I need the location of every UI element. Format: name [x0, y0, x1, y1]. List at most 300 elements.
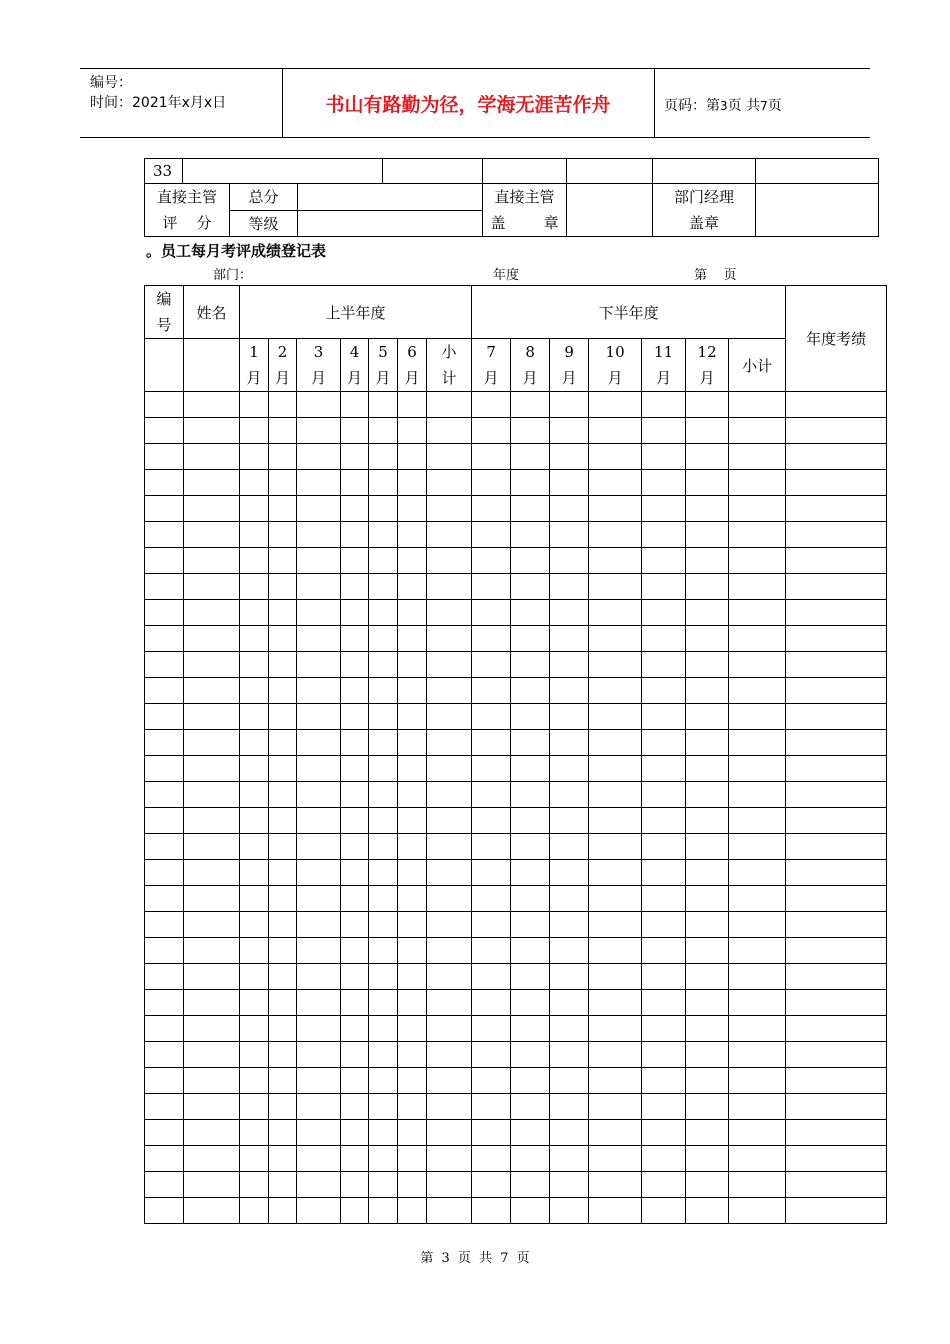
table-cell[interactable]: [550, 860, 589, 886]
table-cell[interactable]: [729, 990, 786, 1016]
table-cell[interactable]: [269, 418, 297, 444]
table-cell[interactable]: [686, 912, 729, 938]
table-cell[interactable]: [369, 860, 398, 886]
table-cell[interactable]: [511, 938, 550, 964]
table-cell[interactable]: [472, 756, 511, 782]
table-cell[interactable]: [729, 600, 786, 626]
table-cell[interactable]: [550, 912, 589, 938]
table-cell[interactable]: [398, 548, 427, 574]
table-cell[interactable]: [184, 886, 240, 912]
table-cell[interactable]: [240, 392, 269, 418]
table-cell[interactable]: [297, 912, 341, 938]
table-cell[interactable]: [184, 1068, 240, 1094]
table-cell[interactable]: [511, 470, 550, 496]
table-cell[interactable]: [341, 548, 369, 574]
table-cell[interactable]: [550, 1042, 589, 1068]
table-cell[interactable]: [398, 1042, 427, 1068]
table-cell[interactable]: [184, 652, 240, 678]
table-cell[interactable]: [184, 1016, 240, 1042]
table-cell[interactable]: [398, 834, 427, 860]
table-cell[interactable]: [427, 1172, 472, 1198]
table-cell[interactable]: [686, 886, 729, 912]
table-cell[interactable]: [369, 730, 398, 756]
table-cell[interactable]: [369, 522, 398, 548]
total-score-value[interactable]: [298, 184, 483, 211]
table-cell[interactable]: [472, 1016, 511, 1042]
table-cell[interactable]: [786, 652, 887, 678]
table-cell[interactable]: [240, 1146, 269, 1172]
table-cell[interactable]: [240, 886, 269, 912]
table-cell[interactable]: [341, 600, 369, 626]
table-cell[interactable]: [511, 1198, 550, 1224]
table-cell[interactable]: [550, 522, 589, 548]
table-cell[interactable]: [269, 1120, 297, 1146]
table-cell[interactable]: [472, 626, 511, 652]
table-cell[interactable]: [341, 860, 369, 886]
table-cell[interactable]: [589, 860, 642, 886]
table-cell[interactable]: [341, 1146, 369, 1172]
table-cell[interactable]: [369, 548, 398, 574]
table-cell[interactable]: [472, 522, 511, 548]
table-cell[interactable]: [550, 652, 589, 678]
table-cell[interactable]: [427, 678, 472, 704]
table-cell[interactable]: [550, 574, 589, 600]
table-cell[interactable]: [427, 782, 472, 808]
table-cell[interactable]: [589, 496, 642, 522]
table-cell[interactable]: [145, 418, 184, 444]
table-cell[interactable]: [511, 1172, 550, 1198]
table-cell[interactable]: [511, 834, 550, 860]
table-cell[interactable]: [184, 860, 240, 886]
table-cell[interactable]: [145, 834, 184, 860]
table-cell[interactable]: [145, 964, 184, 990]
table-cell[interactable]: [269, 626, 297, 652]
table-cell[interactable]: [269, 1016, 297, 1042]
table-cell[interactable]: [184, 1146, 240, 1172]
table-cell[interactable]: [472, 1042, 511, 1068]
table-cell[interactable]: [642, 808, 686, 834]
table-cell[interactable]: [341, 1120, 369, 1146]
table-cell[interactable]: [269, 470, 297, 496]
table-cell[interactable]: [642, 1068, 686, 1094]
table-cell[interactable]: [145, 1146, 184, 1172]
table-cell[interactable]: [642, 990, 686, 1016]
table-cell[interactable]: [398, 600, 427, 626]
table-cell[interactable]: [297, 626, 341, 652]
table-cell[interactable]: [369, 704, 398, 730]
table-cell[interactable]: [589, 574, 642, 600]
table-cell[interactable]: [184, 1172, 240, 1198]
table-cell[interactable]: [145, 1042, 184, 1068]
table-cell[interactable]: [686, 808, 729, 834]
table-cell[interactable]: [686, 652, 729, 678]
table-cell[interactable]: [511, 964, 550, 990]
table-cell[interactable]: [642, 730, 686, 756]
table-cell[interactable]: [184, 912, 240, 938]
table-cell[interactable]: [427, 808, 472, 834]
table-cell[interactable]: [145, 912, 184, 938]
table-cell[interactable]: [145, 1198, 184, 1224]
table-cell[interactable]: [511, 782, 550, 808]
table-cell[interactable]: [269, 886, 297, 912]
table-cell[interactable]: [550, 678, 589, 704]
table-cell[interactable]: [729, 418, 786, 444]
table-cell[interactable]: [240, 1094, 269, 1120]
table-cell[interactable]: [297, 1146, 341, 1172]
table-cell[interactable]: [297, 496, 341, 522]
table-cell[interactable]: [642, 1094, 686, 1120]
table-cell[interactable]: [642, 886, 686, 912]
table-cell[interactable]: [297, 1120, 341, 1146]
table-cell[interactable]: [589, 1146, 642, 1172]
table-cell[interactable]: [729, 652, 786, 678]
table-cell[interactable]: [786, 730, 887, 756]
table-cell[interactable]: [184, 574, 240, 600]
table-cell[interactable]: [240, 912, 269, 938]
table-cell[interactable]: [786, 1068, 887, 1094]
table-cell[interactable]: [550, 990, 589, 1016]
table-cell[interactable]: [369, 938, 398, 964]
table-cell[interactable]: [398, 1198, 427, 1224]
table-cell[interactable]: [145, 1120, 184, 1146]
table-cell[interactable]: [398, 860, 427, 886]
table-cell[interactable]: [398, 444, 427, 470]
table-cell[interactable]: [589, 964, 642, 990]
table-cell[interactable]: [240, 1068, 269, 1094]
table-cell[interactable]: [398, 912, 427, 938]
table-cell[interactable]: [786, 1120, 887, 1146]
table-cell[interactable]: [297, 1094, 341, 1120]
table-cell[interactable]: [511, 392, 550, 418]
table-cell[interactable]: [341, 418, 369, 444]
table-cell[interactable]: [589, 938, 642, 964]
table-cell[interactable]: [511, 886, 550, 912]
table-cell[interactable]: [686, 1198, 729, 1224]
table-cell[interactable]: [341, 626, 369, 652]
table-cell[interactable]: [341, 1094, 369, 1120]
table-cell[interactable]: [550, 782, 589, 808]
table-cell[interactable]: [472, 652, 511, 678]
table-cell[interactable]: [786, 782, 887, 808]
table-cell[interactable]: [145, 548, 184, 574]
table-cell[interactable]: [786, 834, 887, 860]
table-cell[interactable]: [398, 522, 427, 548]
table-cell[interactable]: [729, 444, 786, 470]
table-cell[interactable]: [472, 574, 511, 600]
table-cell[interactable]: [184, 756, 240, 782]
table-cell[interactable]: [398, 938, 427, 964]
table-cell[interactable]: [686, 756, 729, 782]
table-cell[interactable]: [369, 808, 398, 834]
table-cell[interactable]: [341, 730, 369, 756]
table-cell[interactable]: [184, 496, 240, 522]
table-cell[interactable]: [472, 834, 511, 860]
table-cell[interactable]: [369, 1042, 398, 1068]
table-cell[interactable]: [550, 392, 589, 418]
table-cell[interactable]: [472, 1172, 511, 1198]
table-cell[interactable]: [686, 470, 729, 496]
table-cell[interactable]: [240, 860, 269, 886]
table-cell[interactable]: [642, 470, 686, 496]
table-cell[interactable]: [341, 886, 369, 912]
table-cell[interactable]: [642, 1120, 686, 1146]
table-cell[interactable]: [427, 964, 472, 990]
table-cell[interactable]: [240, 1172, 269, 1198]
table-cell[interactable]: [269, 444, 297, 470]
table-cell[interactable]: [686, 1068, 729, 1094]
table-cell[interactable]: [589, 1042, 642, 1068]
table-cell[interactable]: [427, 860, 472, 886]
table-cell[interactable]: [341, 808, 369, 834]
table-cell[interactable]: [786, 496, 887, 522]
table-cell[interactable]: [511, 522, 550, 548]
table-cell[interactable]: [589, 418, 642, 444]
table-cell[interactable]: [550, 626, 589, 652]
table-cell[interactable]: [686, 1094, 729, 1120]
table-cell[interactable]: [729, 860, 786, 886]
table-cell[interactable]: [589, 912, 642, 938]
table-cell[interactable]: [184, 782, 240, 808]
table-cell[interactable]: [297, 1016, 341, 1042]
table-cell[interactable]: [550, 834, 589, 860]
table-cell[interactable]: [369, 886, 398, 912]
table-cell[interactable]: [550, 470, 589, 496]
table-cell[interactable]: [297, 886, 341, 912]
table-cell[interactable]: [398, 1068, 427, 1094]
table-cell[interactable]: [686, 938, 729, 964]
table-cell[interactable]: [240, 834, 269, 860]
table-cell[interactable]: [550, 1172, 589, 1198]
table-cell[interactable]: [589, 1198, 642, 1224]
table-cell[interactable]: [427, 912, 472, 938]
table-cell[interactable]: [145, 886, 184, 912]
table-cell[interactable]: [472, 938, 511, 964]
table-cell[interactable]: [145, 756, 184, 782]
table-cell[interactable]: [184, 834, 240, 860]
table-cell[interactable]: [427, 418, 472, 444]
table-cell[interactable]: [511, 1094, 550, 1120]
table-cell[interactable]: [472, 418, 511, 444]
table-cell[interactable]: [240, 548, 269, 574]
table-cell[interactable]: [729, 1042, 786, 1068]
table-cell[interactable]: [729, 470, 786, 496]
table-cell[interactable]: [642, 652, 686, 678]
table-cell[interactable]: [511, 418, 550, 444]
table-cell[interactable]: [145, 860, 184, 886]
table-cell[interactable]: [184, 938, 240, 964]
table-cell[interactable]: [341, 1042, 369, 1068]
table-cell[interactable]: [297, 1172, 341, 1198]
table-cell[interactable]: [240, 704, 269, 730]
table-cell[interactable]: [642, 1146, 686, 1172]
table-cell[interactable]: [145, 470, 184, 496]
table-cell[interactable]: [550, 808, 589, 834]
table-cell[interactable]: [297, 1042, 341, 1068]
table-cell[interactable]: [550, 1016, 589, 1042]
table-cell[interactable]: [686, 964, 729, 990]
table-cell[interactable]: [472, 730, 511, 756]
table-cell[interactable]: [642, 522, 686, 548]
table-cell[interactable]: [729, 678, 786, 704]
table-cell[interactable]: [145, 444, 184, 470]
table-cell[interactable]: [369, 574, 398, 600]
table-cell[interactable]: [786, 938, 887, 964]
table-cell[interactable]: [642, 938, 686, 964]
table-cell[interactable]: [729, 548, 786, 574]
table-cell[interactable]: [369, 678, 398, 704]
table-cell[interactable]: [145, 938, 184, 964]
table-cell[interactable]: [269, 990, 297, 1016]
table-cell[interactable]: [472, 808, 511, 834]
table-cell[interactable]: [729, 1198, 786, 1224]
table-cell[interactable]: [240, 990, 269, 1016]
table-cell[interactable]: [550, 600, 589, 626]
table-cell[interactable]: [427, 626, 472, 652]
table-cell[interactable]: [786, 1198, 887, 1224]
table-cell[interactable]: [550, 730, 589, 756]
table-cell[interactable]: [589, 808, 642, 834]
table-cell[interactable]: [297, 574, 341, 600]
table-cell[interactable]: [686, 522, 729, 548]
table-cell[interactable]: [145, 652, 184, 678]
table-cell[interactable]: [398, 652, 427, 678]
table-cell[interactable]: [369, 444, 398, 470]
table-cell[interactable]: [511, 730, 550, 756]
table-cell[interactable]: [589, 782, 642, 808]
table-cell[interactable]: [240, 808, 269, 834]
table-cell[interactable]: [642, 600, 686, 626]
table-cell[interactable]: [269, 574, 297, 600]
table-cell[interactable]: [589, 522, 642, 548]
table-cell[interactable]: [145, 1068, 184, 1094]
table-cell[interactable]: [240, 964, 269, 990]
table-cell[interactable]: [686, 782, 729, 808]
table-cell[interactable]: [686, 1146, 729, 1172]
table-cell[interactable]: [427, 938, 472, 964]
table-cell[interactable]: [589, 886, 642, 912]
table-cell[interactable]: [269, 808, 297, 834]
table-cell[interactable]: [427, 834, 472, 860]
table-cell[interactable]: [472, 1094, 511, 1120]
table-cell[interactable]: [427, 1068, 472, 1094]
table-cell[interactable]: [786, 1146, 887, 1172]
table-cell[interactable]: [729, 938, 786, 964]
table-cell[interactable]: [398, 392, 427, 418]
table-cell[interactable]: [786, 574, 887, 600]
table-cell[interactable]: [511, 678, 550, 704]
table-cell[interactable]: [341, 522, 369, 548]
table-cell[interactable]: [427, 392, 472, 418]
table-cell[interactable]: [550, 886, 589, 912]
table-cell[interactable]: [145, 574, 184, 600]
table-cell[interactable]: [398, 1172, 427, 1198]
table-cell[interactable]: [786, 860, 887, 886]
table-cell[interactable]: [427, 886, 472, 912]
table-cell[interactable]: [686, 626, 729, 652]
table-cell[interactable]: [341, 704, 369, 730]
table-cell[interactable]: [427, 1120, 472, 1146]
table-cell[interactable]: [240, 470, 269, 496]
table-cell[interactable]: [145, 1172, 184, 1198]
table-cell[interactable]: [729, 1172, 786, 1198]
table-cell[interactable]: [729, 1094, 786, 1120]
table-cell[interactable]: [729, 496, 786, 522]
table-cell[interactable]: [589, 704, 642, 730]
table-cell[interactable]: [686, 392, 729, 418]
table-cell[interactable]: [472, 1146, 511, 1172]
table-cell[interactable]: [472, 444, 511, 470]
table-cell[interactable]: [145, 678, 184, 704]
table-cell[interactable]: [297, 704, 341, 730]
table-cell[interactable]: [369, 652, 398, 678]
table-cell[interactable]: [472, 470, 511, 496]
table-cell[interactable]: [297, 964, 341, 990]
table-cell[interactable]: [240, 782, 269, 808]
table-cell[interactable]: [550, 704, 589, 730]
table-cell[interactable]: [184, 600, 240, 626]
table-cell[interactable]: [269, 548, 297, 574]
table-cell[interactable]: [398, 1146, 427, 1172]
table-cell[interactable]: [729, 964, 786, 990]
table-cell[interactable]: [511, 652, 550, 678]
table-cell[interactable]: [511, 990, 550, 1016]
table-cell[interactable]: [427, 574, 472, 600]
table-cell[interactable]: [341, 990, 369, 1016]
table-cell[interactable]: [472, 964, 511, 990]
table-cell[interactable]: [398, 704, 427, 730]
table-cell[interactable]: [269, 1042, 297, 1068]
table-cell[interactable]: [550, 548, 589, 574]
table-cell[interactable]: [511, 574, 550, 600]
table-cell[interactable]: [589, 678, 642, 704]
table-cell[interactable]: [369, 1068, 398, 1094]
table-cell[interactable]: [184, 964, 240, 990]
table-cell[interactable]: [398, 678, 427, 704]
table-cell[interactable]: [511, 912, 550, 938]
table-cell[interactable]: [786, 808, 887, 834]
table-cell[interactable]: [511, 1068, 550, 1094]
empty-cell[interactable]: [383, 159, 483, 184]
table-cell[interactable]: [398, 574, 427, 600]
table-cell[interactable]: [369, 626, 398, 652]
table-cell[interactable]: [145, 782, 184, 808]
table-cell[interactable]: [184, 990, 240, 1016]
table-cell[interactable]: [269, 782, 297, 808]
table-cell[interactable]: [472, 704, 511, 730]
table-cell[interactable]: [511, 1016, 550, 1042]
table-cell[interactable]: [729, 834, 786, 860]
table-cell[interactable]: [642, 704, 686, 730]
table-cell[interactable]: [786, 522, 887, 548]
table-cell[interactable]: [369, 1198, 398, 1224]
table-cell[interactable]: [642, 392, 686, 418]
table-cell[interactable]: [511, 1042, 550, 1068]
table-cell[interactable]: [642, 678, 686, 704]
table-cell[interactable]: [341, 1068, 369, 1094]
table-cell[interactable]: [642, 548, 686, 574]
table-cell[interactable]: [341, 574, 369, 600]
table-cell[interactable]: [472, 1120, 511, 1146]
table-cell[interactable]: [184, 1120, 240, 1146]
table-cell[interactable]: [297, 392, 341, 418]
empty-cell[interactable]: [183, 159, 383, 184]
table-cell[interactable]: [511, 1146, 550, 1172]
table-cell[interactable]: [686, 496, 729, 522]
table-cell[interactable]: [511, 496, 550, 522]
table-cell[interactable]: [427, 756, 472, 782]
table-cell[interactable]: [145, 1016, 184, 1042]
table-cell[interactable]: [686, 834, 729, 860]
